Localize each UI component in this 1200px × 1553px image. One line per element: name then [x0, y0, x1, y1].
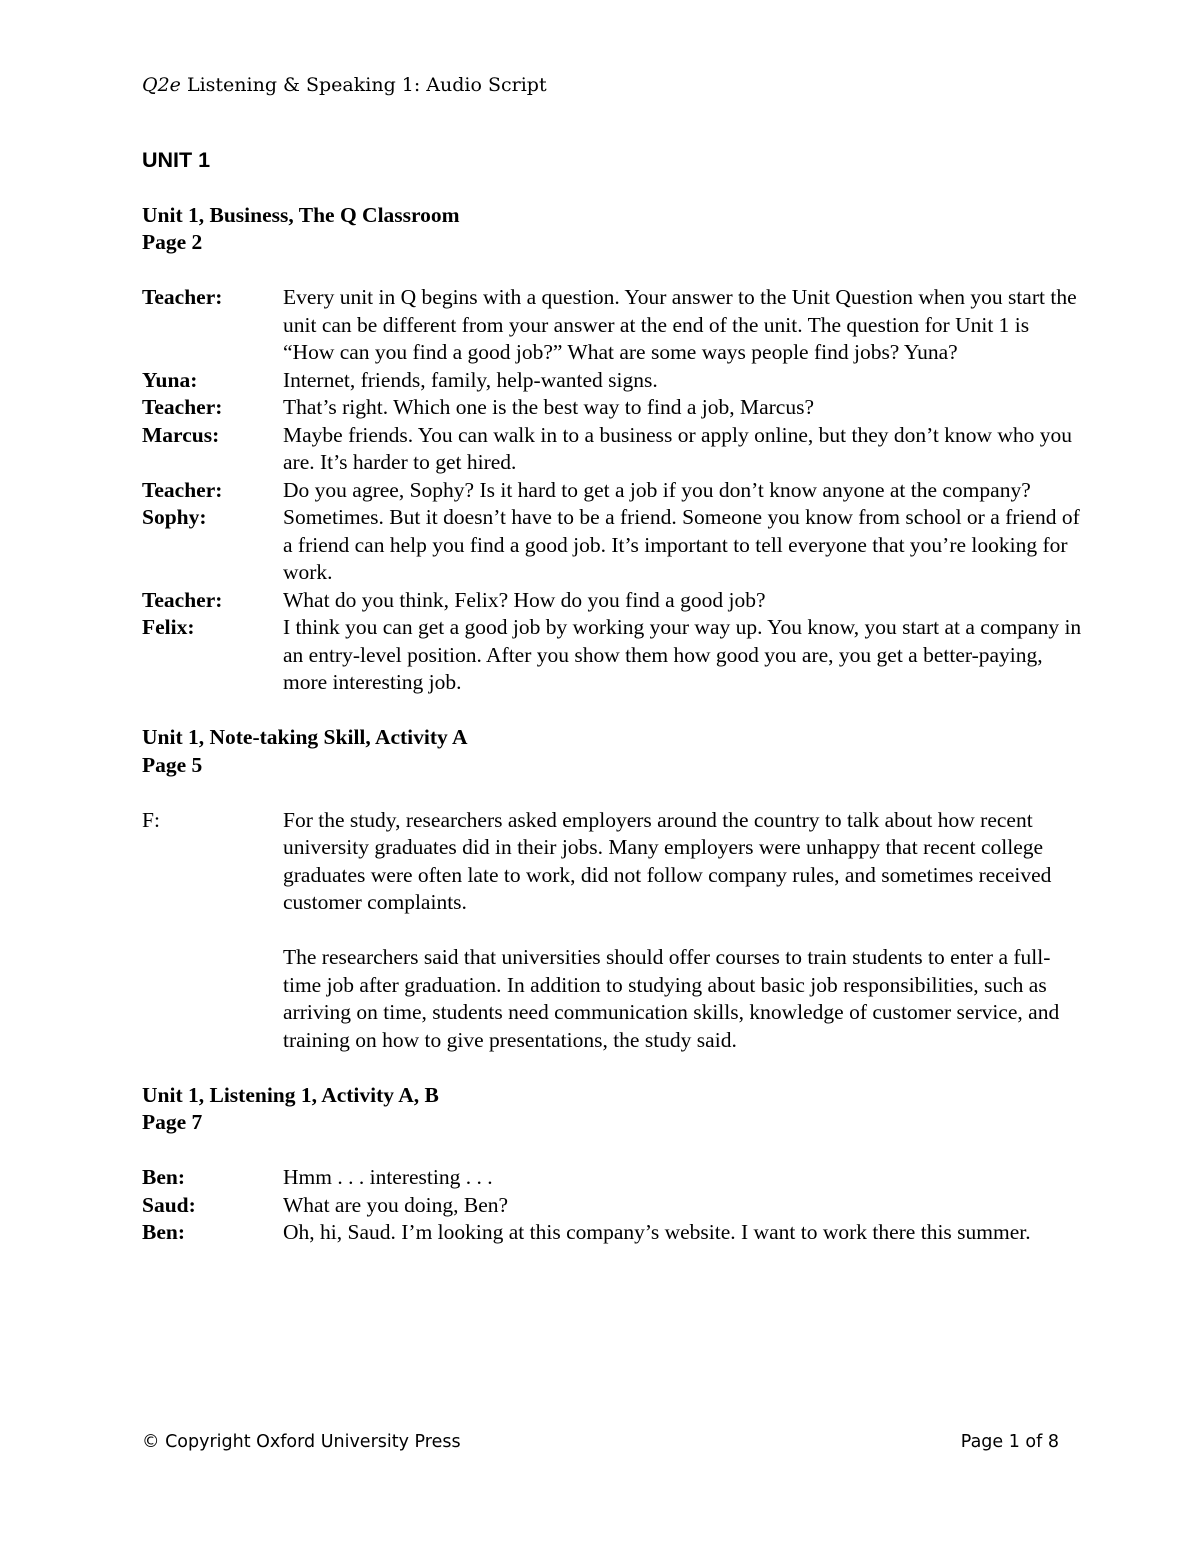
- speaker-label: Ben:: [142, 1220, 185, 1244]
- speaker-label: F:: [142, 807, 160, 832]
- speaker-label: Marcus:: [142, 422, 220, 447]
- dialogue-line: [142, 587, 1082, 615]
- speaker-label: Ben:: [142, 1165, 185, 1189]
- section-heading: Unit 1, Business, The Q Classroom: [142, 202, 460, 227]
- spoken-paragraph: Maybe friends. You can walk in to a business or apply online, but they don’t know who you are. It’s harder to get hired.: [283, 422, 1073, 474]
- dialogue-line: [142, 1164, 1082, 1192]
- unit-title: UNIT 1: [142, 148, 211, 172]
- script-section: [142, 1082, 1082, 1247]
- speaker-label: Teacher:: [142, 285, 223, 309]
- speaker-label: Teacher:: [142, 477, 223, 502]
- dialogue-line: [142, 477, 1082, 505]
- spoken-paragraph: For the study, researchers asked employers around the country to talk about how recent university graduates did in their jobs. Many employers were unhappy that recent college graduates were often late to work, did not follow company rules, and sometimes received customer complaints.: [283, 807, 1052, 914]
- spoken-paragraph: Do you agree, Sophy? Is it hard to get a job if you don’t know anyone at the company?: [283, 477, 1031, 502]
- dialogue-line: [142, 807, 1082, 1055]
- section-heading: Unit 1, Listening 1, Activity A, B: [142, 1082, 439, 1107]
- section-page-reference: Page 5: [142, 752, 203, 777]
- page-number: Page 1 of 8: [960, 1432, 1059, 1452]
- spoken-text: [283, 422, 1082, 477]
- page-footer: [142, 1430, 1059, 1454]
- spoken-text: [283, 587, 1082, 615]
- spoken-paragraph: The researchers said that universities should offer courses to train students to enter a full-time job after graduation. In addition to studying about basic job responsibilities, such as arriving on time, students need communication skills, knowledge of customer service, and training on how to give presentations, the study said.: [283, 945, 1060, 1052]
- dialogue-line: [142, 394, 1082, 422]
- spoken-paragraph: Internet, friends, family, help-wanted signs.: [283, 367, 658, 392]
- spoken-paragraph: What are you doing, Ben?: [283, 1192, 509, 1217]
- spoken-text: [283, 477, 1082, 505]
- spoken-text: [283, 1164, 1082, 1192]
- copyright-notice: © Copyright Oxford University Press: [142, 1432, 461, 1452]
- spoken-paragraph: Every unit in Q begins with a question. Your answer to the Unit Question when you start the unit can be different from your answer at the end of the unit. The question for Unit 1 is “How can you find a good job?” What are some ways people find jobs? Yuna?: [283, 285, 1077, 364]
- spoken-paragraph: I think you can get a good job by working your way up. You know, you start at a company in an entry-level position. After you show them how good you are, you get a better-paying, more interesting job.: [283, 615, 1082, 694]
- dialogue-line: [142, 614, 1082, 697]
- speaker-label: Sophy:: [142, 505, 207, 529]
- script-section: [142, 202, 1082, 697]
- section-page-reference: Page 2: [142, 230, 203, 254]
- spoken-paragraph: What do you think, Felix? How do you find a good job?: [283, 587, 766, 612]
- running-header: [142, 72, 547, 98]
- dialogue: [142, 807, 1082, 1055]
- dialogue: [142, 1164, 1082, 1247]
- section-heading: Unit 1, Note-taking Skill, Activity A: [142, 725, 468, 749]
- speaker-label: Saud:: [142, 1192, 196, 1217]
- spoken-paragraph: That’s right. Which one is the best way to find a job, Marcus?: [283, 395, 815, 419]
- spoken-text: [283, 504, 1082, 587]
- spoken-text: [283, 614, 1082, 697]
- spoken-paragraph: Oh, hi, Saud. I’m looking at this company’s website. I want to work there this summer.: [283, 1220, 1031, 1244]
- document-body: [142, 147, 1082, 1274]
- header-title-rest: Listening & Speaking 1: Audio Script: [180, 74, 547, 96]
- speaker-label: Felix:: [142, 615, 195, 639]
- dialogue-line: [142, 1219, 1082, 1247]
- spoken-text: [283, 367, 1082, 395]
- spoken-text: [283, 1192, 1082, 1220]
- dialogue-line: [142, 422, 1082, 477]
- header-title-italic: Q2e: [142, 74, 181, 96]
- speaker-label: Teacher:: [142, 587, 223, 612]
- spoken-paragraph: Sometimes. But it doesn’t have to be a friend. Someone you know from school or a friend of a friend can help you find a good job. It’s important to tell everyone that you’re looking for work.: [283, 505, 1080, 584]
- spoken-text: [283, 394, 1082, 422]
- speaker-label: Teacher:: [142, 395, 223, 419]
- spoken-paragraph: Hmm . . . interesting . . .: [283, 1165, 493, 1189]
- spoken-text: [283, 284, 1082, 367]
- speaker-label: Yuna:: [142, 367, 198, 392]
- dialogue-line: [142, 284, 1082, 367]
- section-page-reference: Page 7: [142, 1110, 203, 1134]
- script-section: [142, 724, 1082, 1054]
- dialogue-line: [142, 367, 1082, 395]
- sections: [142, 202, 1082, 1247]
- dialogue-line: [142, 504, 1082, 587]
- spoken-text: [283, 807, 1082, 1055]
- dialogue-line: [142, 1192, 1082, 1220]
- dialogue: [142, 284, 1082, 697]
- spoken-text: [283, 1219, 1082, 1247]
